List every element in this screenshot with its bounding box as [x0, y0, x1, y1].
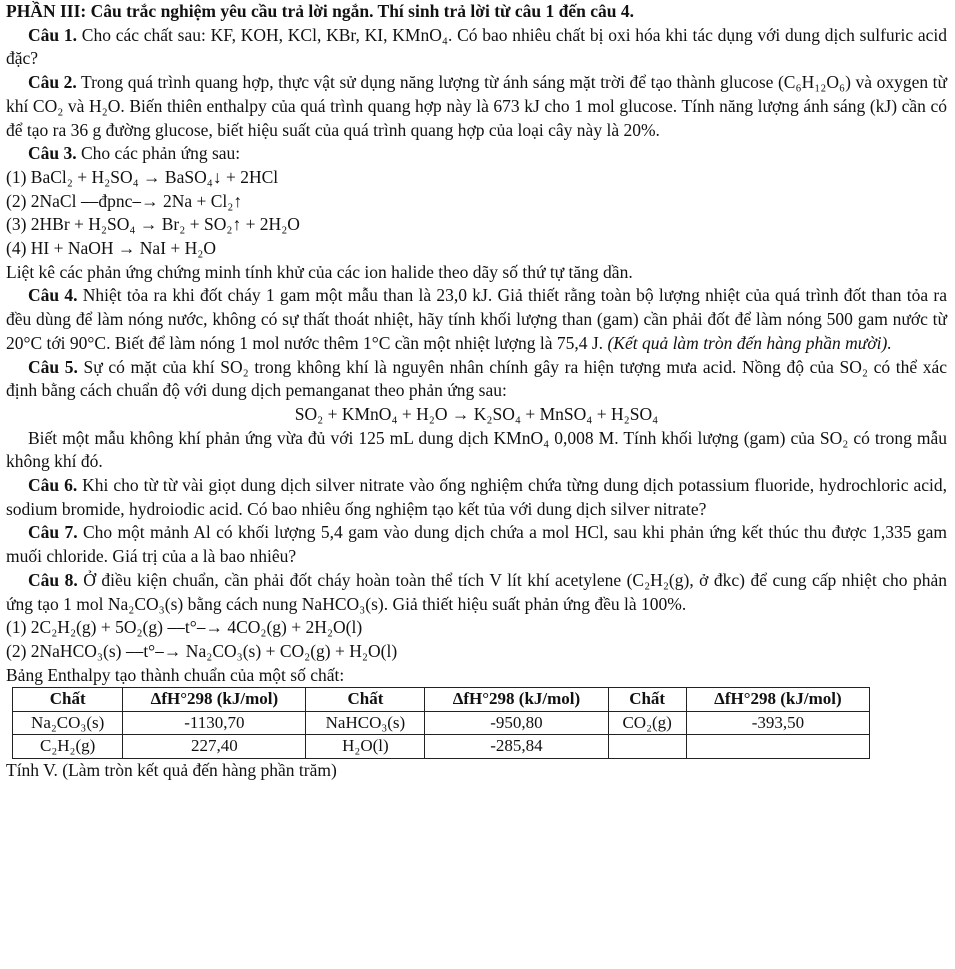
q5-equation: SO₂ + KMnO₄ + H₂O → K₂SO₄ + MnSO₄ + H₂SO₄	[294, 403, 659, 424]
q6-text: Khi cho từ từ vài giọt dung dịch silver nitrate vào ống nghiệm chứa từng dung dịch potassium fluoride, hydrochloric acid, sodium bromide, hydroiodic acid. Có bao nhiêu ống nghiệm tạo kết tủa với dung dịch silver nitrate?	[6, 475, 948, 519]
q8-question: Tính V. (Làm tròn kết quả đến hàng phần trăm)	[6, 759, 337, 780]
q8-label: Câu 8.	[28, 569, 78, 590]
table-header-row	[13, 688, 870, 712]
q7-label: Câu 7.	[28, 522, 78, 543]
q6-label: Câu 6.	[28, 475, 78, 496]
q8-table-title: Bảng Enthalpy tạo thành chuẩn của một số chất:	[6, 664, 345, 685]
q1-text: Cho các chất sau: KF, KOH, KCl, KBr, KI, KMnO₄. Có bao nhiêu chất bị oxi hóa khi tác dụng với dung dịch sulfuric acid đặc?	[6, 24, 948, 69]
question-7	[6, 521, 947, 568]
q3-intro: Cho các phản ứng sau:	[81, 143, 241, 164]
q8-reaction-2: (2) 2NaHCO₃(s) ⎯⎯t°⎯→ Na₂CO₃(s) + CO₂(g) + H₂O(l)	[6, 640, 398, 661]
q5-question: Biết một mẫu không khí phản ứng vừa đủ với 125 mL dung dịch KMnO₄ 0,008 M. Tính khối lượng (gam) của SO₂ có trong mẫu không khí đó.	[6, 427, 947, 472]
table-cell: 227,40	[123, 735, 306, 759]
table-cell: NaHCO₃(s)	[306, 711, 425, 735]
table-cell: -1130,70	[123, 711, 306, 735]
table-cell: CO₂(g)	[608, 711, 686, 735]
q7-text: Cho một mảnh Al có khối lượng 5,4 gam vào dung dịch chứa a mol HCl, sau khi phản ứng kết thúc thu được 1,335 gam muối chloride. Giá trị của a là bao nhiêu?	[6, 522, 948, 567]
q4-label: Câu 4.	[28, 285, 78, 306]
q1-label: Câu 1.	[28, 24, 78, 45]
q8-text: Ở điều kiện chuẩn, cần phải đốt cháy hoàn toàn thể tích V lít khí acetylene (C₂H₂(g), ở đkc) để cung cấp nhiệt cho phản ứng tạo 1 mol Na₂CO₃(s) bằng cách nung NaHCO₃(s). Giả thiết hiệu suất phản ứng đều là 100%.	[6, 569, 948, 614]
question-5	[6, 356, 947, 403]
q3-question: Liệt kê các phản ứng chứng minh tính khử của các ion halide theo dãy số thứ tự tăng dần.	[6, 261, 633, 282]
table-row	[13, 735, 870, 759]
table-cell: C₂H₂(g)	[13, 735, 123, 759]
q4-note: (Kết quả làm tròn đến hàng phần mười).	[607, 332, 892, 353]
q3-label: Câu 3.	[28, 143, 77, 164]
q3-reaction-4: (4) HI + NaOH → NaI + H₂O	[6, 238, 217, 259]
table-cell: Na₂CO₃(s)	[13, 711, 123, 735]
q3-reaction-1: (1) BaCl₂ + H₂SO₄ → BaSO₄↓ + 2HCl	[6, 166, 279, 187]
q2-text: Trong quá trình quang hợp, thực vật sử dụng năng lượng từ ánh sáng mặt trời để tạo thành glucose (C₆H₁₂O₆) và oxygen từ khí CO₂ và H₂O. Biến thiên enthalpy của quá trình quang hợp này là 673 kJ cho 1 mol glucose. Tính năng lượng ánh sáng (kJ) cần có để tạo ra 36 g đường glucose, biết hiệu suất của quá trình quang hợp của loại cây này là 20%.	[6, 72, 947, 140]
enthalpy-table	[12, 687, 870, 759]
table-cell: -285,84	[425, 735, 608, 759]
question-4	[6, 284, 947, 355]
table-header: Chất	[13, 688, 123, 712]
q4-text: Nhiệt tỏa ra khi đốt cháy 1 gam một mẫu than là 23,0 kJ. Giả thiết rằng toàn bộ lượng nhiệt của quá trình đốt than tỏa ra đều dùng để làm nóng nước, không có sự thất thoát nhiệt, hãy tính khối lượng than (gam) cần phải đốt để làm nóng 500 gam nước từ 20°C tới 90°C. Biết để làm nóng 1 mol nước thêm 1°C cần một nhiệt lượng là 75,4 J.	[6, 285, 948, 353]
question-2	[6, 71, 947, 142]
q5-label: Câu 5.	[28, 356, 78, 377]
table-header: ΔfH°298 (kJ/mol)	[425, 688, 608, 712]
table-header: ΔfH°298 (kJ/mol)	[686, 688, 869, 712]
table-header: Chất	[306, 688, 425, 712]
table-header: ΔfH°298 (kJ/mol)	[123, 688, 306, 712]
table-cell	[686, 735, 869, 759]
question-1	[6, 24, 947, 71]
question-6	[6, 474, 947, 521]
q5-text: Sự có mặt của khí SO₂ trong không khí là nguyên nhân chính gây ra hiện tượng mưa acid. Nồng độ của SO₂ có thể xác định bằng cách chuẩn độ với dung dịch pemanganat theo phản ứng sau:	[6, 356, 948, 401]
table-row	[13, 711, 870, 735]
table-cell: -950,80	[425, 711, 608, 735]
question-8	[6, 569, 947, 616]
q3-reaction-2: (2) 2NaCl ⎯⎯đpnc⎯→ 2Na + Cl₂↑	[6, 190, 243, 211]
table-cell: -393,50	[686, 711, 869, 735]
question-3	[6, 142, 947, 166]
table-header: Chất	[608, 688, 686, 712]
table-cell: H₂O(l)	[306, 735, 425, 759]
q3-reaction-3: (3) 2HBr + H₂SO₄ → Br₂ + SO₂↑ + 2H₂O	[6, 214, 300, 235]
q8-reaction-1: (1) 2C₂H₂(g) + 5O₂(g) ⎯⎯t°⎯→ 4CO₂(g) + 2H₂O(l)	[6, 617, 363, 638]
q2-label: Câu 2.	[28, 72, 77, 93]
part-title: PHẦN III: Câu trắc nghiệm yêu cầu trả lời ngắn. Thí sinh trả lời từ câu 1 đến câu 4.	[6, 1, 635, 21]
table-cell	[608, 735, 686, 759]
